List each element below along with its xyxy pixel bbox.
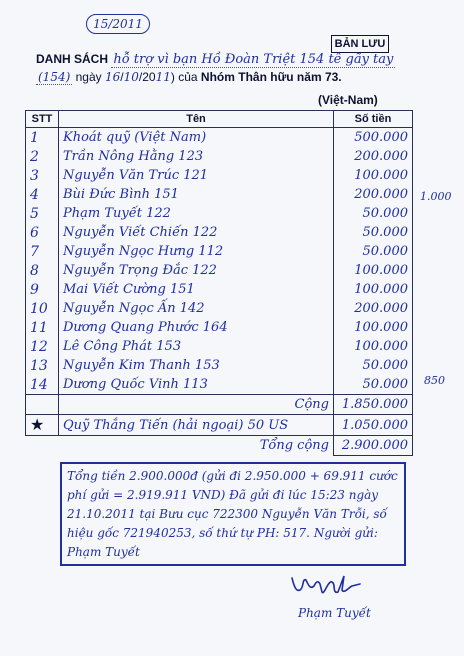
row-stt: 3 [26,166,59,185]
subtotal-row [26,395,413,415]
note-line: hiệu gốc 721940253, số thứ tự PH: 517. Người gửi: [67,526,378,540]
copy-stamp: BẢN LƯU [331,35,389,53]
header-amount: Số tiền [334,111,413,128]
fund-name: Quỹ Thắng Tiến (hải ngoại) 50 US [59,415,334,436]
title-line [36,52,395,67]
row-name: Trần Nông Hằng 123 [59,147,334,166]
table-row [26,185,413,204]
row-stt: 6 [26,223,59,242]
country-label: (Việt-Nam) [318,93,378,107]
margin-note-a: 1.000 [420,190,452,203]
row-name: Nguyễn Viết Chiến 122 [59,223,334,242]
note-line: Phạm Tuyết [67,545,140,559]
row-name: Bùi Đức Bình 151 [59,185,334,204]
row-amount: 100.000 [334,280,413,299]
row-name: Nguyễn Văn Trúc 121 [59,166,334,185]
fund-row [26,415,413,436]
table-row [26,147,413,166]
table-row [26,166,413,185]
row-name: Dương Quốc Vinh 113 [59,375,334,395]
row-amount: 100.000 [334,261,413,280]
row-stt: 8 [26,261,59,280]
date-suffix: ) [170,70,175,84]
note-line: phí gửi = 2.919.911 VND) Đã gửi đi lúc 15:23 ngày [67,488,379,502]
row-stt: 7 [26,242,59,261]
date-year-prefix: /20 [138,70,156,84]
fund-amount: 1.050.000 [334,415,413,436]
table-row [26,242,413,261]
row-stt: 14 [26,375,59,395]
donation-table [25,110,413,456]
date-line: (154) ngày 16/10/2011) của Nhóm Thân hữu năm 73. [38,70,342,84]
table-row [26,337,413,356]
header-stt: STT [26,111,59,128]
count-paren: (154) [38,70,71,84]
signature-image [288,570,368,600]
row-amount: 100.000 [334,166,413,185]
row-stt: 11 [26,318,59,337]
row-name: Nguyễn Trọng Đắc 122 [59,261,334,280]
row-name: Dương Quang Phước 164 [59,318,334,337]
row-name: Mai Viết Cường 151 [59,280,334,299]
reference-number: 15/2011 [86,14,150,34]
note-line: Tổng tiền 2.900.000đ (gửi đi 2.950.000 + 69.911 cước [67,469,398,483]
row-amount: 50.000 [334,204,413,223]
star-icon: ★ [30,417,45,434]
org-name: Nhóm Thân hữu năm 73. [200,70,342,84]
signer-name: Phạm Tuyết [298,606,371,620]
table-row [26,223,413,242]
table-row [26,318,413,337]
row-amount: 200.000 [334,185,413,204]
table-row [26,204,413,223]
row-stt: 2 [26,147,59,166]
row-amount: 50.000 [334,356,413,375]
table-row [26,356,413,375]
title-purpose: hỗ trợ vì bạn Hồ Đoàn Triệt 154 tê gãy tay [113,52,394,67]
table-row [26,375,413,395]
grand-total-amount: 2.900.000 [334,436,413,456]
row-stt: 10 [26,299,59,318]
table-row [26,128,413,148]
table-row [26,280,413,299]
row-stt: 4 [26,185,59,204]
row-name: Phạm Tuyết 122 [59,204,334,223]
table-header [26,111,413,128]
row-amount: 50.000 [334,242,413,261]
date-month: 10 [123,70,139,84]
date-day: 16 [105,70,121,84]
row-amount: 200.000 [334,299,413,318]
row-stt: 12 [26,337,59,356]
row-stt: 9 [26,280,59,299]
row-name: Nguyễn Kim Thanh 153 [59,356,334,375]
header-name: Tên [59,111,334,128]
row-amount: 200.000 [334,147,413,166]
row-name: Nguyễn Ngọc Ấn 142 [59,299,334,318]
row-amount: 100.000 [334,318,413,337]
row-amount: 100.000 [334,337,413,356]
grand-total-label: Tổng cộng [259,438,329,454]
row-stt: 1 [26,128,59,148]
margin-note-b: 850 [424,374,445,387]
date-year: 11 [155,70,171,84]
row-name: Nguyễn Ngọc Hưng 112 [59,242,334,261]
row-stt: 5 [26,204,59,223]
note-line: 21.10.2011 tại Bưu cục 722300 Nguyễn Văn Trỗi, số [67,507,387,521]
row-amount: 50.000 [334,375,413,395]
row-amount: 50.000 [334,223,413,242]
transfer-note [60,462,406,566]
row-stt: 13 [26,356,59,375]
row-name: Khoát quỹ (Việt Nam) [59,128,334,148]
title-label: DANH SÁCH [36,52,108,66]
table-row [26,261,413,280]
table-row [26,299,413,318]
subtotal-amount: 1.850.000 [334,395,413,415]
row-name: Lê Công Phát 153 [59,337,334,356]
of-label: của [178,70,198,84]
row-amount: 500.000 [334,128,413,148]
grand-total-row [26,436,413,456]
date-label: ngày [75,70,102,84]
subtotal-label: Cộng [59,395,334,415]
